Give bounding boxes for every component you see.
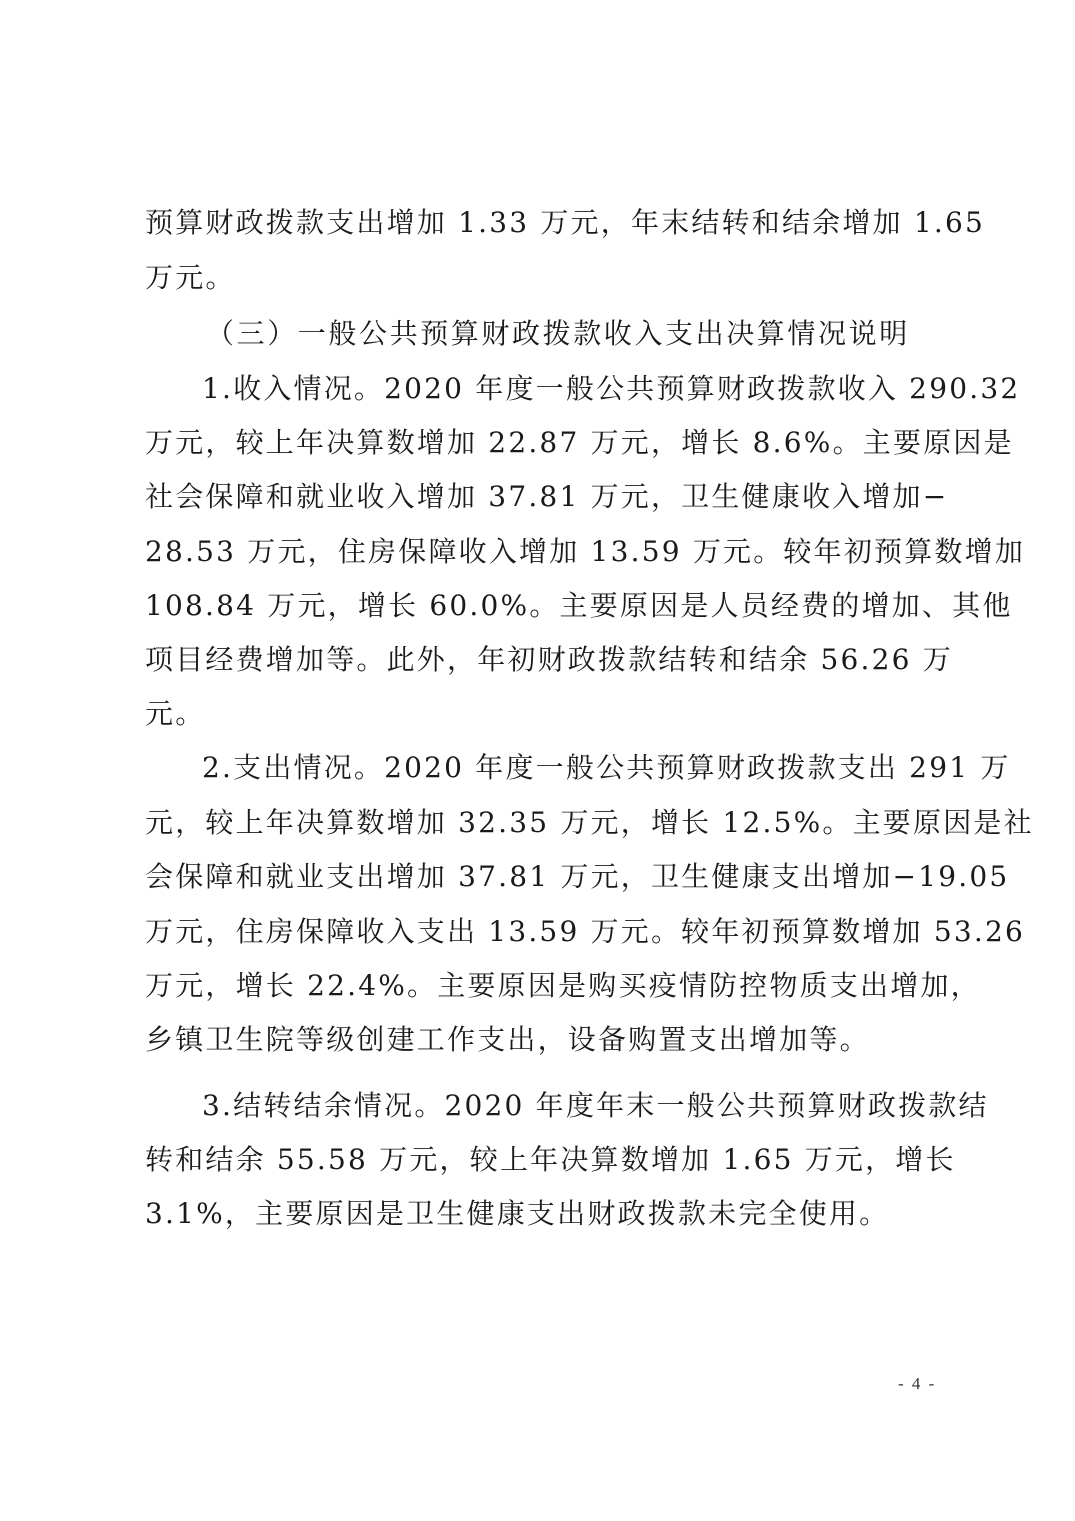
body-text-line: 元。 [145, 697, 206, 730]
body-text-line: 万元，较上年决算数增加 22.87 万元，增长 8.6%。主要原因是 [145, 426, 1014, 459]
body-text-line: 万元，增长 22.4%。主要原因是购买疫情防控物质支出增加， [145, 969, 981, 1002]
page-number: - 4 - [898, 1374, 937, 1393]
body-text-line: 项目经费增加等。此外，年初财政拨款结转和结余 56.26 万 [145, 643, 953, 676]
body-text-line: 会保障和就业支出增加 37.81 万元，卫生健康支出增加−19.05 [145, 860, 1010, 893]
body-text-line: 元，较上年决算数增加 32.35 万元，增长 12.5%。主要原因是社 [145, 806, 1034, 839]
paragraph-income-start: 1.收入情况。2020 年度一般公共预算财政拨款收入 290.32 [202, 372, 1021, 405]
section-heading: （三）一般公共预算财政拨款收入支出决算情况说明 [206, 317, 910, 350]
body-text-line: 3.1%，主要原因是卫生健康支出财政拨款未完全使用。 [145, 1197, 890, 1230]
body-text-line: 万元，住房保障收入支出 13.59 万元。较年初预算数增加 53.26 [145, 915, 1026, 948]
body-text-line: 108.84 万元，增长 60.0%。主要原因是人员经费的增加、其他 [145, 589, 1013, 622]
paragraph-carryover-start: 3.结转结余情况。2020 年度年末一般公共预算财政拨款结 [202, 1089, 989, 1122]
body-text-line: 社会保障和就业收入增加 37.81 万元，卫生健康收入增加− [145, 480, 949, 513]
body-text-line: 28.53 万元，住房保障收入增加 13.59 万元。较年初预算数增加 [145, 535, 1026, 568]
body-text-line: 预算财政拨款支出增加 1.33 万元，年末结转和结余增加 1.65 [145, 206, 985, 239]
body-text-line: 转和结余 55.58 万元，较上年决算数增加 1.65 万元，增长 [145, 1143, 956, 1176]
paragraph-expenditure-start: 2.支出情况。2020 年度一般公共预算财政拨款支出 291 万 [202, 751, 1011, 784]
body-text-line: 万元。 [145, 261, 236, 294]
body-text-line: 乡镇卫生院等级创建工作支出，设备购置支出增加等。 [145, 1023, 870, 1056]
